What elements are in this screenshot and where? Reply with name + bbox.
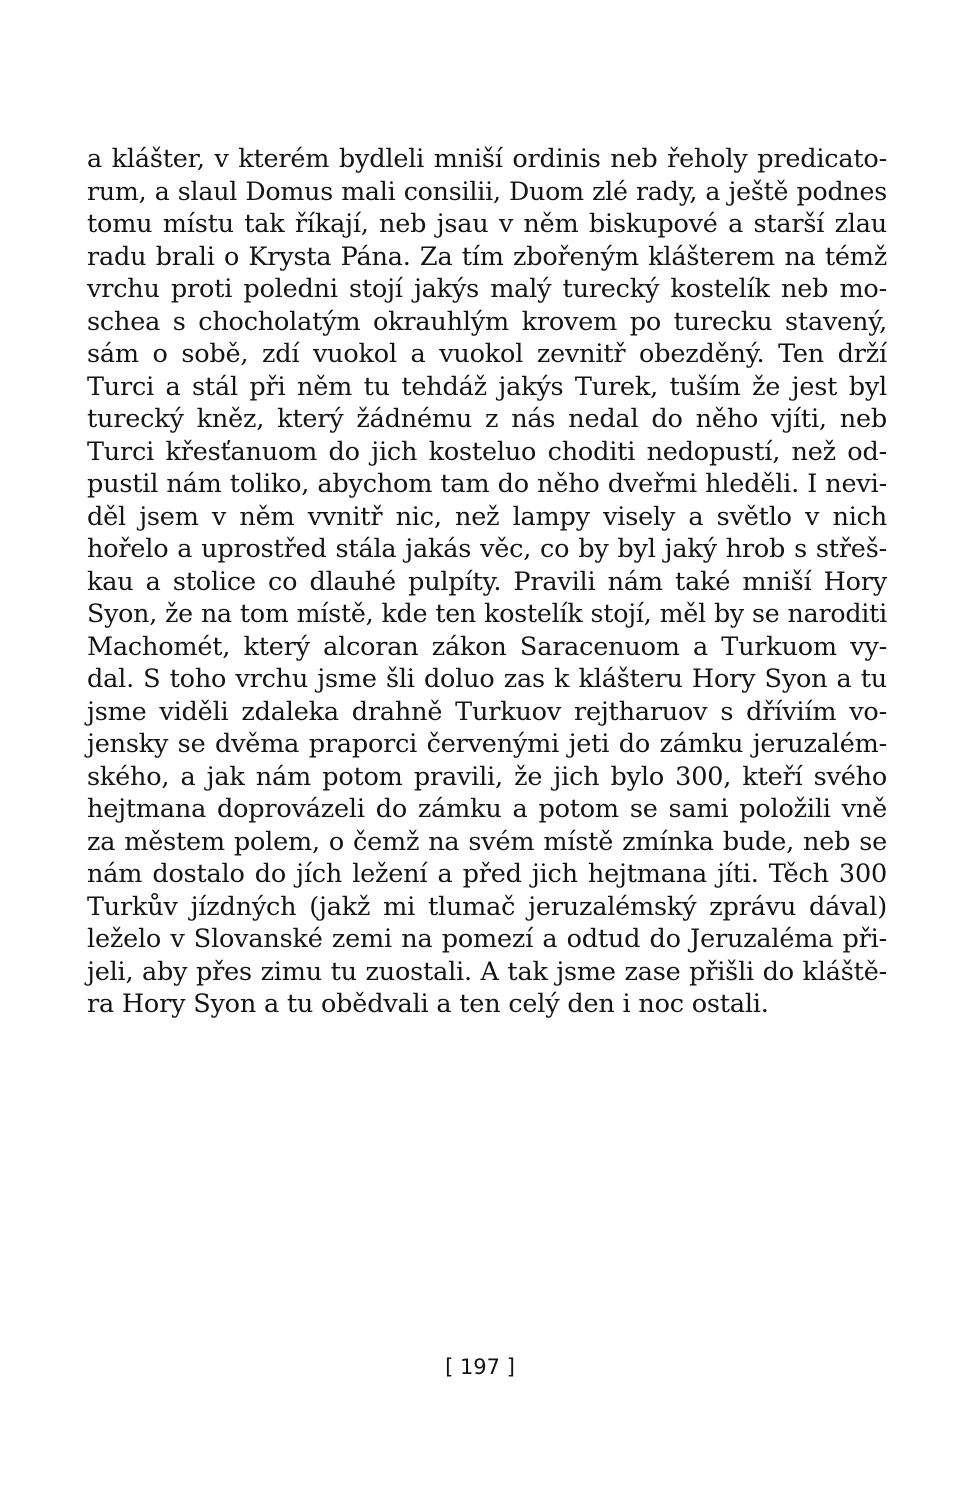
text-line-last: ra Hory Syon a tu obědvali a ten celý den i noc ostali. bbox=[87, 989, 769, 1019]
text-line: jensky se dvěma praporci červenými jeti do zámku jeruzalém- bbox=[87, 729, 887, 759]
body-text bbox=[87, 143, 887, 1021]
text-line: Syon, že na tom místě, kde ten kostelík stojí, měl by se naroditi bbox=[87, 599, 887, 628]
text-line: Turci a stál při něm tu tehdáž jakýs Turek, tuším že jest byl bbox=[87, 371, 887, 402]
text-line: vrchu proti poledni stojí jakýs malý turecký kostelík neb mo- bbox=[87, 274, 887, 304]
text-line: radu brali o Krysta Pána. Za tím zbořeným klášterem na témž bbox=[87, 241, 887, 272]
text-line: leželo v Slovanské zemi na pomezí a odtud do Jeruzaléma při- bbox=[87, 924, 887, 954]
text-line: jeli, aby přes zimu tu zuostali. A tak jsme zase přišli do kláště- bbox=[87, 956, 887, 987]
text-line: Turkův jízdných (jakž mi tlumač jeruzalémský zprávu dával) bbox=[87, 891, 887, 922]
text-line: a klášter, v kterém bydleli mniší ordinis neb řeholy predicato- bbox=[87, 144, 887, 174]
text-line: hejtmana doprovázeli do zámku a potom se sami položili vně bbox=[87, 794, 887, 824]
text-line: Machomét, který alcoran zákon Saracenuom a Turkuom vy- bbox=[87, 631, 887, 662]
text-line: kau a stolice co dlauhé pulpíty. Pravili nám také mniší Hory bbox=[87, 566, 887, 597]
text-line: hořelo a uprostřed stála jakás věc, co by byl jaký hrob s střeš- bbox=[87, 534, 887, 564]
text-line: za městem polem, o čemž na svém místě zmínka bude, neb se bbox=[87, 826, 887, 857]
text-line: Turci křesťanuom do jich kosteluo choditi nedopustí, než od- bbox=[87, 436, 887, 467]
text-line: tomu místu tak říkají, neb jsau v něm biskupové a starší zlau bbox=[87, 209, 887, 239]
text-line: schea s chocholatým okrauhlým krovem po turecku stavený, bbox=[87, 306, 887, 337]
text-line: děl jsem v něm vvnitř nic, než lampy visely a světlo v nich bbox=[87, 501, 887, 532]
text-line: dal. S toho vrchu jsme šli doluo zas k klášteru Hory Syon a tu bbox=[87, 664, 887, 694]
text-line: sám o sobě, zdí vuokol a vuokol zevnitř obezděný. Ten drží bbox=[87, 339, 887, 369]
text-line: rum, a slaul Domus mali consilii, Duom zlé rady, a ještě podnes bbox=[87, 176, 887, 206]
text-line: jsme viděli zdaleka drahně Turkuov rejtharuov s dříviím vo- bbox=[87, 696, 887, 727]
text-line: turecký kněz, který žádnému z nás nedal do něho vjíti, neb bbox=[87, 404, 887, 434]
text-line: pustil nám toliko, abychom tam do něho dveřmi hleděli. I nevi- bbox=[87, 469, 887, 499]
text-line: nám dostalo do jích ležení a před jich hejtmana jíti. Těch 300 bbox=[87, 859, 887, 889]
page-number: [ 197 ] bbox=[445, 1355, 515, 1379]
text-line: ského, a jak nám potom pravili, že jich bylo 300, kteří svého bbox=[87, 761, 887, 792]
